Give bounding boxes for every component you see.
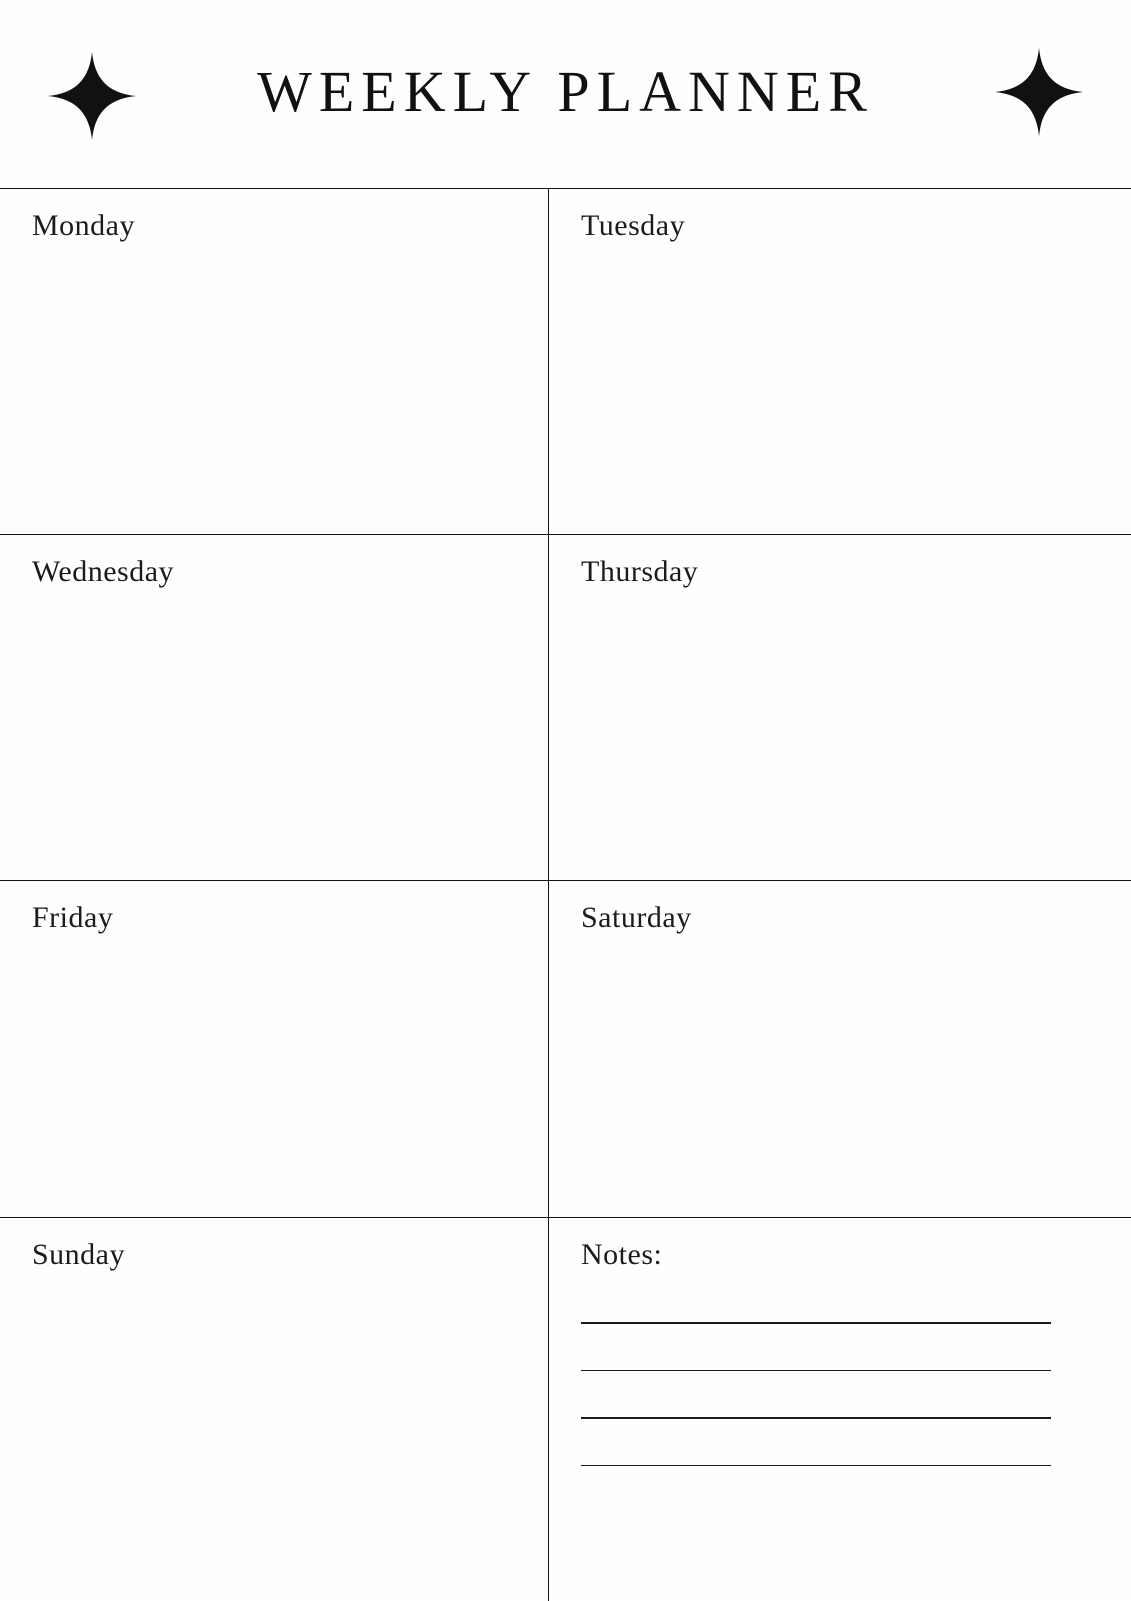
day-cell-sunday[interactable] [0, 1218, 549, 1601]
sparkle-icon [993, 46, 1085, 138]
note-line[interactable] [581, 1322, 1051, 1324]
day-label-wednesday: Wednesday [32, 555, 175, 588]
day-label-thursday: Thursday [581, 555, 699, 588]
page-header [0, 0, 1131, 189]
planner-grid [0, 189, 1131, 1601]
notes-label: Notes: [581, 1238, 663, 1271]
day-cell-saturday[interactable] [549, 881, 1131, 1218]
page-title: WEEKLY PLANNER [257, 58, 874, 124]
day-cell-tuesday[interactable] [549, 189, 1131, 535]
day-label-monday: Monday [32, 209, 135, 242]
day-label-friday: Friday [32, 901, 114, 934]
day-label-tuesday: Tuesday [581, 209, 686, 242]
day-cell-monday[interactable] [0, 189, 549, 535]
day-cell-thursday[interactable] [549, 535, 1131, 881]
notes-cell[interactable] [549, 1218, 1131, 1601]
day-cell-friday[interactable] [0, 881, 549, 1218]
sparkle-icon [46, 50, 138, 142]
note-line[interactable] [581, 1417, 1051, 1419]
note-line[interactable] [581, 1370, 1051, 1372]
day-cell-wednesday[interactable] [0, 535, 549, 881]
note-line[interactable] [581, 1465, 1051, 1467]
day-label-saturday: Saturday [581, 901, 692, 934]
notes-lines [581, 1322, 1051, 1466]
day-label-sunday: Sunday [32, 1238, 125, 1271]
